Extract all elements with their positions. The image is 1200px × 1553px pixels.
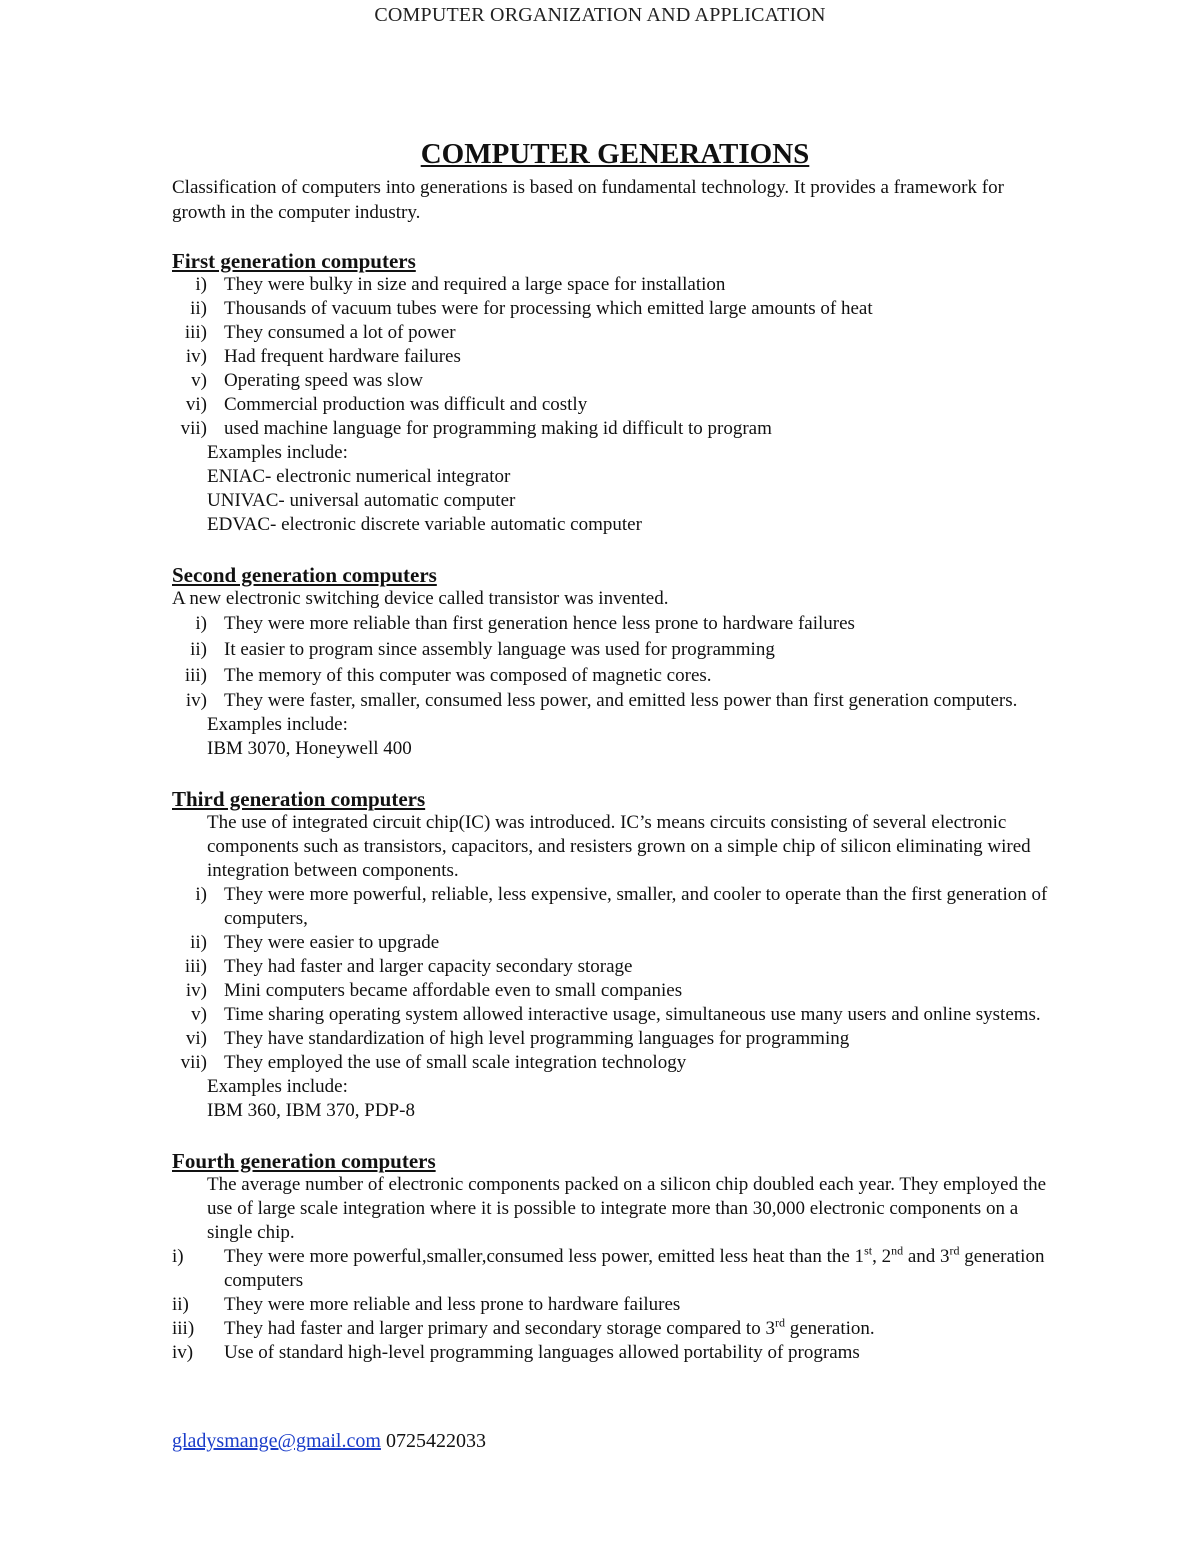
first-generation-list <box>172 273 1052 441</box>
fourth-generation-list <box>172 1245 1052 1365</box>
example-item: ENIAC- electronic numerical integrator <box>207 466 511 487</box>
page-footer <box>172 1430 486 1453</box>
example-item: UNIVAC- universal automatic computer <box>207 490 516 511</box>
email-link[interactable]: gladysmange@gmail.com <box>172 1430 381 1452</box>
section-intro: A new electronic switching device called transistor was invented. <box>172 588 669 609</box>
list-item: iv) They were faster, smaller, consumed less power, and emitted less power than first generation computers. <box>185 690 1018 711</box>
examples-label: Examples include: <box>207 442 348 463</box>
section-third-generation <box>172 787 1052 1123</box>
list-item: iii) They had faster and larger capacity secondary storage <box>184 956 633 977</box>
list-item: vii) They employed the use of small scale integration technology <box>180 1052 687 1073</box>
second-generation-list <box>172 611 1052 713</box>
list-item: iv) Use of standard high-level programming languages allowed portability of programs <box>172 1342 860 1363</box>
list-item: vii) used machine language for programming making id difficult to program <box>180 418 772 439</box>
list-item: ii) They were more reliable and less prone to hardware failures <box>172 1294 681 1315</box>
list-item: vi) Commercial production was difficult and costly <box>185 394 588 415</box>
example-item: IBM 3070, Honeywell 400 <box>207 738 412 759</box>
example-item: EDVAC- electronic discrete variable automatic computer <box>207 514 642 535</box>
section-title: Second generation computers <box>172 563 437 587</box>
examples-block <box>172 1075 1052 1123</box>
list-item: v) Operating speed was slow <box>191 370 423 391</box>
list-item: iv) Had frequent hardware failures <box>185 346 461 367</box>
list-item: iii) The memory of this computer was composed of magnetic cores. <box>184 665 712 686</box>
list-item: ii) They were easier to upgrade <box>190 932 440 953</box>
section-title: Third generation computers <box>172 787 426 811</box>
page-header: COMPUTER ORGANIZATION AND APPLICATION <box>374 4 826 26</box>
list-item: iii) They consumed a lot of power <box>184 322 456 343</box>
section-intro: The average number of electronic components packed on a silicon chip doubled each year. They employed the use of large scale integration where it is possible to integrate more than 30,000 electronic components on a single chip. <box>207 1174 1047 1243</box>
list-item: iv) Mini computers became affordable even to small companies <box>185 980 683 1001</box>
document-title: COMPUTER GENERATIONS <box>420 138 810 170</box>
list-item: i) They were more reliable than first generation hence less prone to hardware failures <box>195 613 855 634</box>
section-intro: The use of integrated circuit chip(IC) was introduced. IC’s means circuits consisting of several electronic components such as transistors, capacitors, and resisters grown on a simple chip of silicon eliminating wired integration between components. <box>207 812 1031 881</box>
intro-paragraph: Classification of computers into generations is based on fundamental technology. It provides a framework for growth in the computer industry. <box>172 177 1004 223</box>
list-item: v) Time sharing operating system allowed interactive usage, simultaneous use many users and online systems. <box>191 1004 1041 1025</box>
list-item: vi) They have standardization of high level programming languages for programming <box>185 1028 850 1049</box>
list-item: ii) Thousands of vacuum tubes were for processing which emitted large amounts of heat <box>190 298 873 319</box>
section-title: Fourth generation computers <box>172 1149 436 1173</box>
list-item: i) They were bulky in size and required a large space for installation <box>195 274 726 295</box>
section-title: First generation computers <box>172 249 416 273</box>
third-generation-list <box>172 883 1052 1075</box>
list-item: i) They were more powerful,smaller,consumed less power, emitted less heat than the 1st, 2nd and 3rd generation computers <box>172 1243 1045 1291</box>
section-second-generation <box>172 563 1052 761</box>
list-item: i) They were more powerful, reliable, less expensive, smaller, and cooler to operate than the first generation of computers, <box>195 884 1048 929</box>
document-body <box>172 138 1052 1365</box>
list-item: iii) They had faster and larger primary and secondary storage compared to 3rd generation. <box>172 1315 875 1339</box>
phone-number: 0725422033 <box>380 1430 486 1452</box>
section-first-generation <box>172 249 1052 537</box>
example-item: IBM 360, IBM 370, PDP-8 <box>207 1100 415 1121</box>
examples-block <box>172 713 1052 761</box>
section-fourth-generation <box>172 1149 1052 1365</box>
examples-label: Examples include: <box>207 714 348 735</box>
examples-label: Examples include: <box>207 1076 348 1097</box>
examples-block <box>172 441 1052 537</box>
list-item: ii) It easier to program since assembly language was used for programming <box>190 639 775 660</box>
